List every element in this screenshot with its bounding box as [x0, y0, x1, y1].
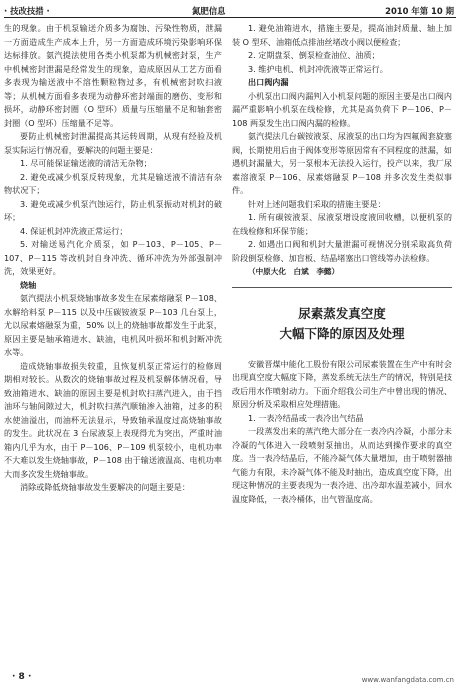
paragraph: 小机泵出口阀内漏判入小机泵问题的原因主要是出口阀内漏严重影响小机泵在线检修，尤其是高负荷下 P－106、P－108 两泵发生出口阀内漏的检修。	[232, 90, 452, 128]
paragraph: 4. 保证机封冲洗液正常运行；	[20, 225, 128, 236]
article-title-line-2: 大幅下降的原因及处理	[279, 325, 405, 341]
paragraph: 5. 对输送易汽化介质泵，如 P－103、P－105、P－107、P－115 等改机封自身冲洗、循环冲洗为外部强制冲洗，效果更好。	[4, 239, 222, 276]
paragraph: 1. 避免油箱进水，措施主要是，提高油封质量、轴上加装 O 型环、油箱低点排油丝堵改小阀以便检查；	[232, 23, 452, 47]
paragraph: 2. 定期盘泵、倒泵检查油位、油质；	[248, 50, 380, 60]
author-signature: （中原大化 白斌 李懿）	[248, 267, 340, 276]
page-number: · 8 ·	[12, 672, 32, 682]
article-divider	[232, 287, 452, 288]
paragraph: 3. 维护电机、机封冲洗液等正常运行。	[248, 63, 388, 74]
header-rule	[4, 17, 456, 18]
paragraph: 生的现象。由于机泵输送介质多为腐蚀、污染性物质，泄漏一方面造成生产成本上升，另一方面造成环境污染影响环保达标排放。氨汽提法使用各类小机泵都为机械密封泵，生产中机械密封泄漏是经常发生的现象，造成原因从工艺方面看多表现为输送液中不溶性颗粒物过多，有机械密封吹扫液等；从机械方面看多表现为动静环密封端面的磨伤、变形和损坏，动静环密封圈（O 型环）质量与压缩量不足和轴套密封圈（O 型环）压缩量不足等。	[4, 23, 222, 128]
article-title	[232, 304, 452, 344]
paragraph: 1. 一表冷结晶或一表冷出气结晶	[248, 412, 364, 423]
paragraph: 消除或降低烧轴事故发生要解决的问题主要是：	[20, 482, 190, 492]
paragraph: 1. 所有碳铵液泵、尿液泵增设度液回收槽，以便机泵的在线检修和环保节能；	[232, 212, 452, 236]
paragraph: 造成烧轴事故损失较重，且恢复机泵正常运行的检修周期相对较长。从数次的烧轴事故过程及机泵解体情况看，导致油箱进水、缺油的原因主要是机封吹扫蒸汽进入，由于挡油环与轴间隙过大，机封吹扫蒸汽顺轴渗入油箱，过多的积水使油溢出，而油杯无法显示，导致轴承温度过高烧轴事故的发生。此状况在 3 台尿液泵上表现得尤为突出，严重时油箱内几乎为水，由于 P－106、P－109 机泵较小，电机功率不大难以发生烧轴事故，P－108 由于输送液温高、电机功率大而多次发生烧轴事故。	[4, 360, 222, 479]
paragraph: 要防止机械密封泄漏提高其运转周期，从现有经验及机泵实际运行情况看，要解决的问题主要是：	[4, 131, 222, 155]
paragraph: 一段蒸发出来的蒸汽绝大部分在一表冷内冷凝，小部分未冷凝的气体进入一段喷射泵抽出，从而达到操作要求的真空度。当一表冷结晶后，不能冷凝气体大量增加，由于喷射器抽气能力有限，未冷凝气体不能及时抽出，造成真空度下降，出现这种情况的主要表现为一表冷进、出冷却水温差减小，回水温度降低，一表冷桶体，出气管温度高。	[232, 426, 452, 504]
header-journal: 氮肥信息	[192, 6, 226, 16]
section-heading: 出口阀内漏	[248, 77, 289, 87]
header-section: · 技改技措 ·	[4, 6, 50, 16]
paragraph: 氨汽提法小机泵烧轴事故多发生在尿素熔融泵 P－108、水解给料泵 P－115 以及中压碳铵液泵 P－103 几台泵上，尤以尿素熔融泵为重，50% 以上的烧轴事故都发生于此泵，原因主要是轴承箱进水、缺油，电机风叶损坏和机封断冲洗水等。	[4, 293, 222, 357]
paragraph: 2. 如遇出口阀和机封大量泄漏可视情况分别采取高负荷阶段倒泵检修、加盲板、结晶堵塞出口管线等办法检修。	[232, 239, 452, 263]
left-column	[4, 22, 222, 495]
paragraph: 3. 避免或减少机泵汽蚀运行，防止机泵振动对机封的破坏；	[4, 198, 222, 222]
article-title-line-1: 尿素蒸发真空度	[298, 305, 386, 321]
header-issue: 2010 年第 10 期	[385, 6, 454, 16]
section-heading: 烧轴	[20, 279, 37, 290]
right-column-bottom	[232, 358, 452, 507]
paragraph: 针对上述问题我们采取的措施主要是：	[248, 198, 386, 209]
paragraph: 1. 尽可能保证输送液的清洁无杂物；	[20, 158, 152, 168]
page-header	[0, 0, 460, 18]
paragraph: 氨汽提法几台碳铵液泵、尿液泵的出口均为四氟阀套旋塞阀，长期使用后由于阀体变形等原因常有不同程度的泄漏，如遇机封漏量大，另一泵根本无法投入运行，投产以来，我厂尿素溶液泵 P－106、尿素熔融泵 P－108 并多次发生类似事件。	[232, 131, 452, 195]
paragraph: 2. 避免或减少机泵反转现象，尤其是输送液不清洁有杂物状况下；	[4, 171, 222, 195]
right-column	[232, 22, 452, 506]
watermark: www.wanfangdata.com.cn	[361, 676, 454, 684]
right-column-top	[232, 22, 452, 265]
paragraph: 安徽晋煤中能化工股份有限公司尿素装置在生产中有时会出现真空度大幅度下降，蒸发系统无法生产的情况，特别是技改后用水作喷射动力。下面介绍我公司生产中曾出现的情况、原因分析及采取相应处理措施。	[232, 358, 452, 409]
